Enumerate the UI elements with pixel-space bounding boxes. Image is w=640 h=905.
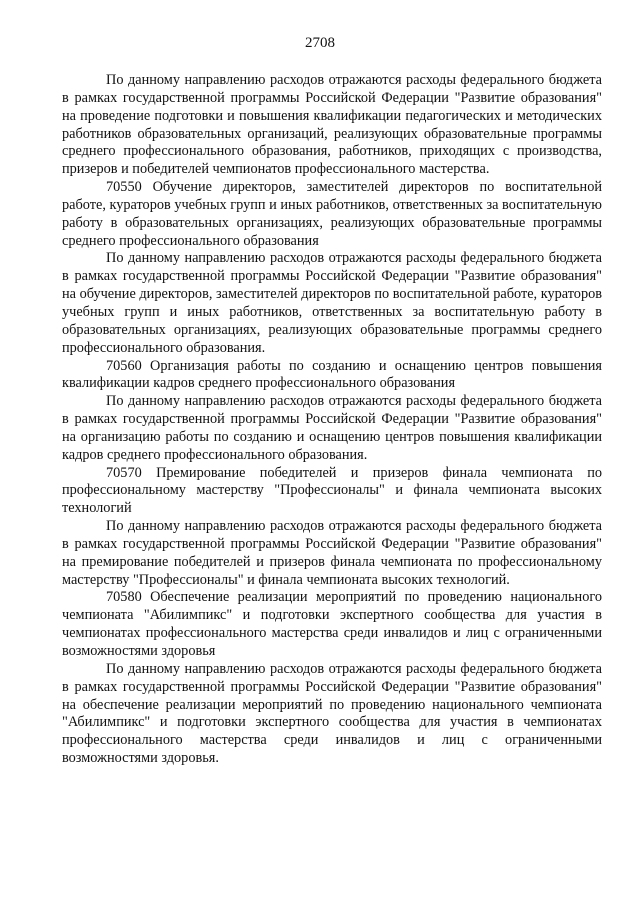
document-body (62, 72, 602, 768)
paragraph-expense-description: По данному направлению расходов отражаются расходы федерального бюджета в рамках государственной программы Российской Федерации "Развитие образования" на организацию работы по созданию и оснащению центров повышения квалификации кадров среднего профессионального образования. (62, 393, 602, 463)
paragraph-code-70580: 70580 Обеспечение реализации мероприятий по проведению национального чемпионата "Абилимпикс" и подготовки экспертного сообщества для участия в чемпионатах профессионального мастерства среди инвалидов и лиц с ограниченными возможностями здоровья (62, 589, 602, 659)
paragraph-expense-description: По данному направлению расходов отражаются расходы федерального бюджета в рамках государственной программы Российской Федерации "Развитие образования" на проведение подготовки и повышения квалификации педагогических и методических работников образовательных организаций, реализующих образовательные программы среднего профессионального образования, работников, приходящих с производства, призеров и победителей чемпионатов профессионального мастерства. (62, 72, 602, 178)
paragraph-code-70570: 70570 Премирование победителей и призеров финала чемпионата по профессиональному мастерству "Профессионалы" и финала чемпионата высоких технологий (62, 464, 602, 517)
paragraph-expense-description: По данному направлению расходов отражаются расходы федерального бюджета в рамках государственной программы Российской Федерации "Развитие образования" на обеспечение реализации мероприятий по проведению национального чемпионата "Абилимпикс" и подготовки экспертного сообщества для участия в чемпионатах профессионального мастерства среди инвалидов и лиц с ограниченными возможностями здоровья. (62, 660, 602, 767)
page-number: 2708 (305, 35, 335, 51)
paragraph-expense-description: По данному направлению расходов отражаются расходы федерального бюджета в рамках государственной программы Российской Федерации "Развитие образования" на обучение директоров, заместителей директоров по воспитательной работе, кураторов учебных групп и иных работников, ответственных за воспитательную работу в образовательных организациях, реализующих образовательные программы среднего профессионального образования. (62, 250, 602, 356)
paragraph-code-70550: 70550 Обучение директоров, заместителей директоров по воспитательной работе, кураторов учебных групп и иных работников, ответственных за воспитательную работу в образовательных организациях, реализующих образовательные программы среднего профессионального образования (62, 179, 602, 249)
paragraph-code-70560: 70560 Организация работы по созданию и оснащению центров повышения квалификации кадров среднего профессионального образования (62, 357, 602, 392)
paragraph-expense-description: По данному направлению расходов отражаются расходы федерального бюджета в рамках государственной программы Российской Федерации "Развитие образования" на премирование победителей и призеров финала чемпионата по профессиональному мастерству "Профессионалы" и финала чемпионата высоких технологий. (62, 518, 602, 588)
